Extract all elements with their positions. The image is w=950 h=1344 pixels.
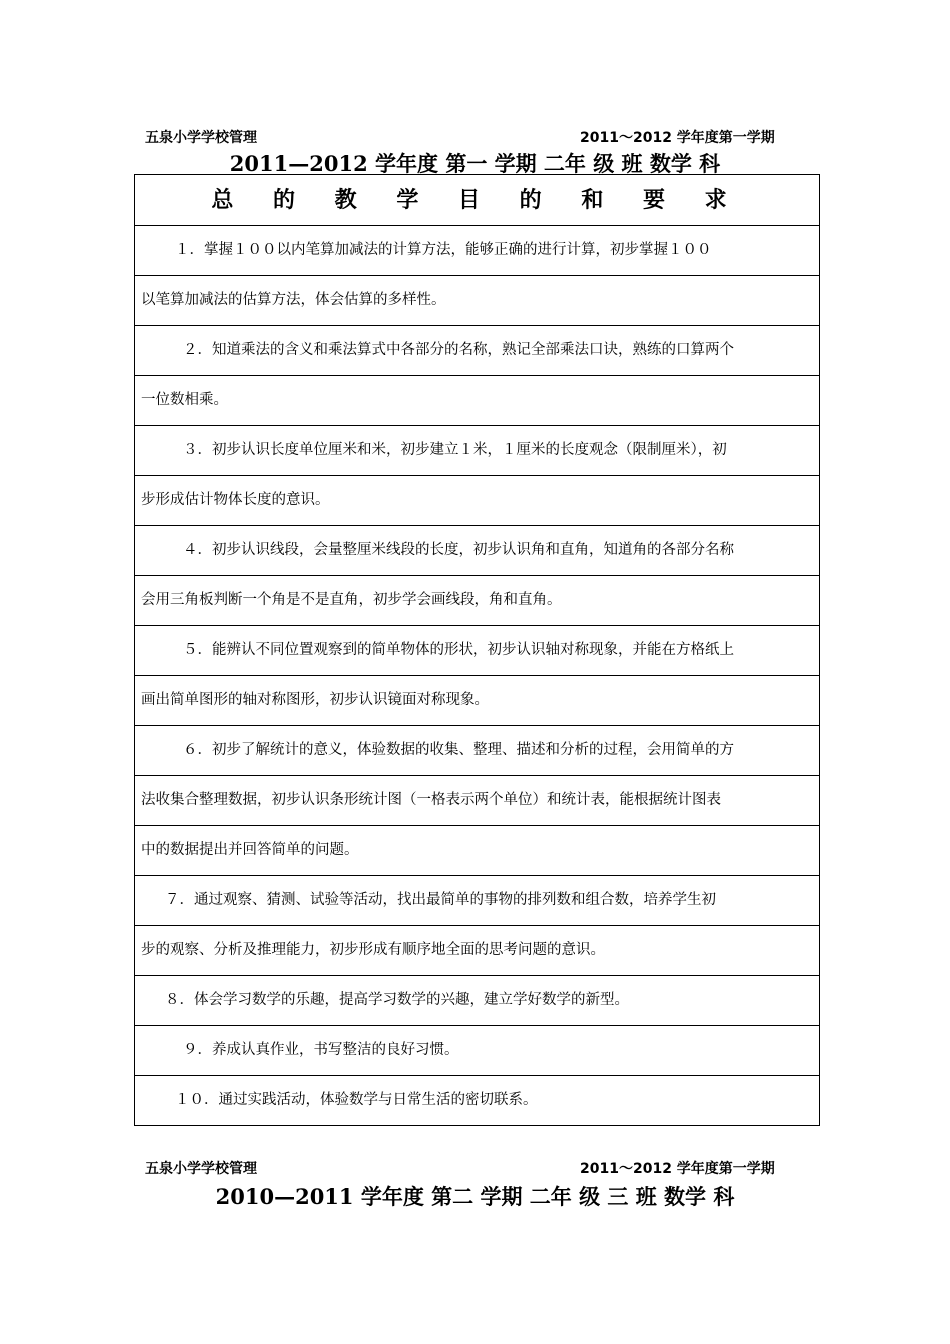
objective-line: ９．养成认真作业，书写整洁的良好习惯。 <box>135 1026 820 1076</box>
page2-header-term: 2011～2012 学年度第一学期 <box>580 1161 775 1177</box>
objective-line: 画出简单图形的轴对称图形，初步认识镜面对称现象。 <box>135 676 820 726</box>
objective-line: 一位数相乘。 <box>135 376 820 426</box>
objective-line: ６．初步了解统计的意义，体验数据的收集、整理、描述和分析的过程，会用简单的方 <box>135 726 820 776</box>
objective-line: ４．初步认识线段，会量整厘米线段的长度，初步认识角和直角，知道角的各部分名称 <box>135 526 820 576</box>
objective-line: １．掌握１００以内笔算加减法的计算方法，能够正确的进行计算，初步掌握１００ <box>135 226 820 276</box>
table-row <box>135 276 820 326</box>
table-row <box>135 376 820 426</box>
page2-header-school: 五泉小学学校管理 <box>145 1161 257 1177</box>
objective-line: 步形成估计物体长度的意识。 <box>135 476 820 526</box>
objective-line: 步的观察、分析及推理能力，初步形成有顺序地全面的思考问题的意识。 <box>135 926 820 976</box>
table-row <box>135 576 820 626</box>
objective-line: ８．体会学习数学的乐趣，提高学习数学的兴趣，建立学好数学的新型。 <box>135 976 820 1026</box>
objective-line: 会用三角板判断一个角是不是直角，初步学会画线段，角和直角。 <box>135 576 820 626</box>
table-row <box>135 226 820 276</box>
page2-title: 2010—2011 学年度 第二 学期 二年 级 三 班 数学 科 <box>215 1184 735 1209</box>
objective-line: ３．初步认识长度单位厘米和米，初步建立１米，１厘米的长度观念（限制厘米），初 <box>135 426 820 476</box>
objective-line: 中的数据提出并回答简单的问题。 <box>135 826 820 876</box>
page1-title: 2011—2012 学年度 第一 学期 二年 级 班 数学 科 <box>229 151 721 176</box>
table-row <box>135 326 820 376</box>
table-row <box>135 976 820 1026</box>
objective-line: １０．通过实践活动，体验数学与日常生活的密切联系。 <box>135 1076 820 1126</box>
objective-line: 法收集合整理数据，初步认识条形统计图（一格表示两个单位）和统计表，能根据统计图表 <box>135 776 820 826</box>
table-row <box>135 926 820 976</box>
objective-line: 以笔算加减法的估算方法，体会估算的多样性。 <box>135 276 820 326</box>
objectives-table <box>134 174 820 1126</box>
table-heading-row <box>135 175 820 226</box>
objective-line: ５．能辨认不同位置观察到的简单物体的形状，初步认识轴对称现象，并能在方格纸上 <box>135 626 820 676</box>
table-row <box>135 1076 820 1126</box>
page1-header-term: 2011～2012 学年度第一学期 <box>580 130 775 146</box>
table-heading: 总 的 教 学 目 的 和 要 求 <box>135 175 820 226</box>
table-row <box>135 726 820 776</box>
table-row <box>135 526 820 576</box>
table-row <box>135 676 820 726</box>
table-row <box>135 1026 820 1076</box>
objective-line: ７．通过观察、猜测、试验等活动，找出最简单的事物的排列数和组合数，培养学生初 <box>135 876 820 926</box>
table-row <box>135 826 820 876</box>
table-row <box>135 476 820 526</box>
table-row <box>135 626 820 676</box>
objective-line: ２．知道乘法的含义和乘法算式中各部分的名称，熟记全部乘法口诀，熟练的口算两个 <box>135 326 820 376</box>
page1-header-school: 五泉小学学校管理 <box>145 130 257 146</box>
table-row <box>135 876 820 926</box>
table-row <box>135 426 820 476</box>
table-row <box>135 776 820 826</box>
